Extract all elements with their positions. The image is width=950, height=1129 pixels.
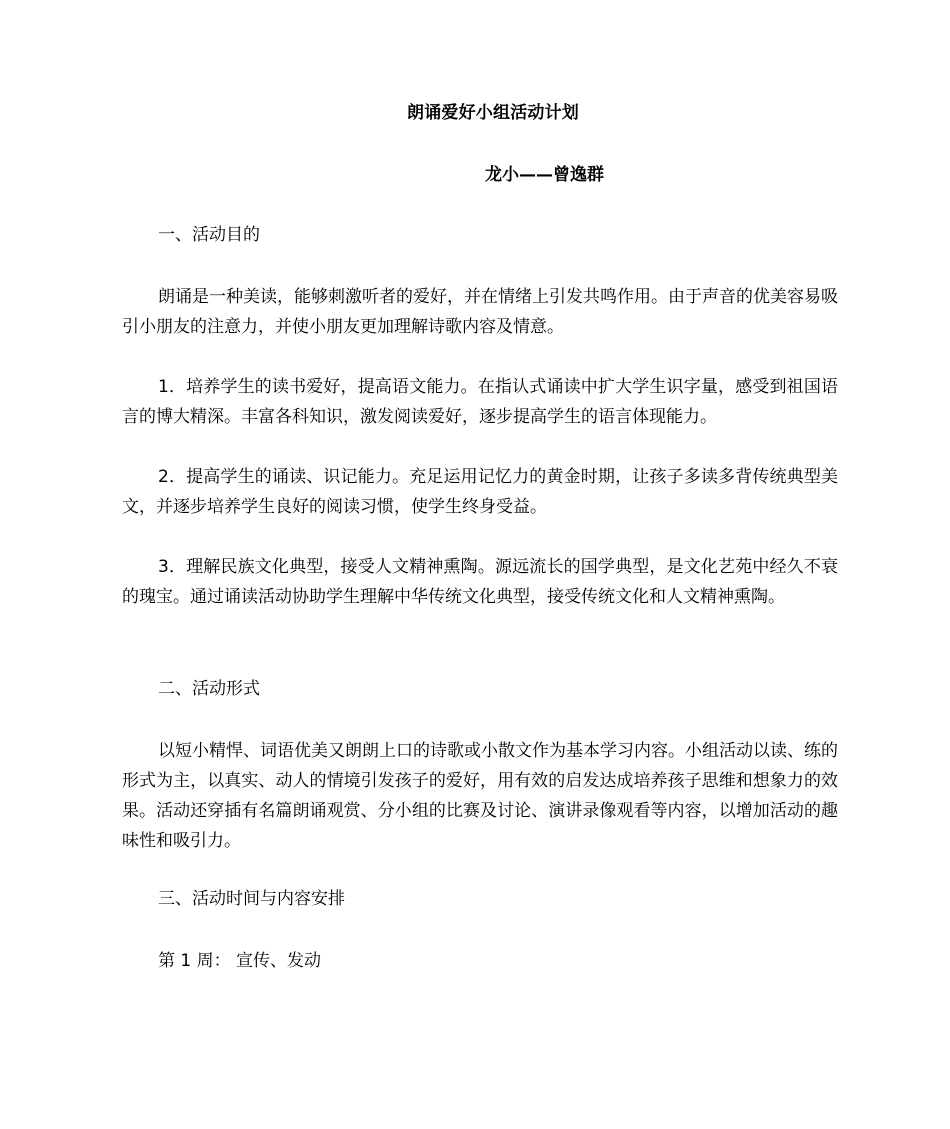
paragraph-item-1: 1．培养学生的读书爱好，提高语文能力。在指认式诵读中扩大学生识字量，感受到祖国语言的博大精深。丰富各科知识，激发阅读爱好，逐步提高学生的语言体现能力。 — [122, 377, 838, 427]
section-heading-schedule: 三、活动时间与内容安排 — [158, 889, 345, 909]
paragraph-item-3: 3．理解民族文化典型，接受人文精神熏陶。源远流长的国学典型，是文化艺苑中经久不衰的瑰宝。通过诵读活动协助学生理解中华传统文化典型，接受传统文化和人文精神熏陶。 — [122, 557, 838, 607]
document-title: 朗诵爱好小组活动计划 — [407, 103, 579, 123]
paragraph-intro: 朗诵是一种美读，能够刺激听者的爱好，并在情绪上引发共鸣作用。由于声音的优美容易吸引小朋友的注意力，并使小朋友更加理解诗歌内容及情意。 — [122, 287, 838, 337]
paragraph-form: 以短小精悍、词语优美又朗朗上口的诗歌或小散文作为基本学习内容。小组活动以读、练的形式为主，以真实、动人的情境引发孩子的爱好，用有效的启发达成培养孩子思维和想象力的效果。活动还穿插有名篇朗诵观赏、分小组的比赛及讨论、演讲录像观看等内容，以增加活动的趣味性和吸引力。 — [122, 741, 838, 851]
section-heading-purpose: 一、活动目的 — [158, 225, 260, 245]
author-line: 龙小——曾逸群 — [485, 165, 604, 185]
paragraph-item-2: 2．提高学生的诵读、识记能力。充足运用记忆力的黄金时期，让孩子多读多背传统典型美文，并逐步培养学生良好的阅读习惯，使学生终身受益。 — [122, 467, 838, 517]
section-heading-form: 二、活动形式 — [158, 679, 260, 699]
schedule-week-1: 第 1 周： 宣传、发动 — [158, 951, 322, 971]
